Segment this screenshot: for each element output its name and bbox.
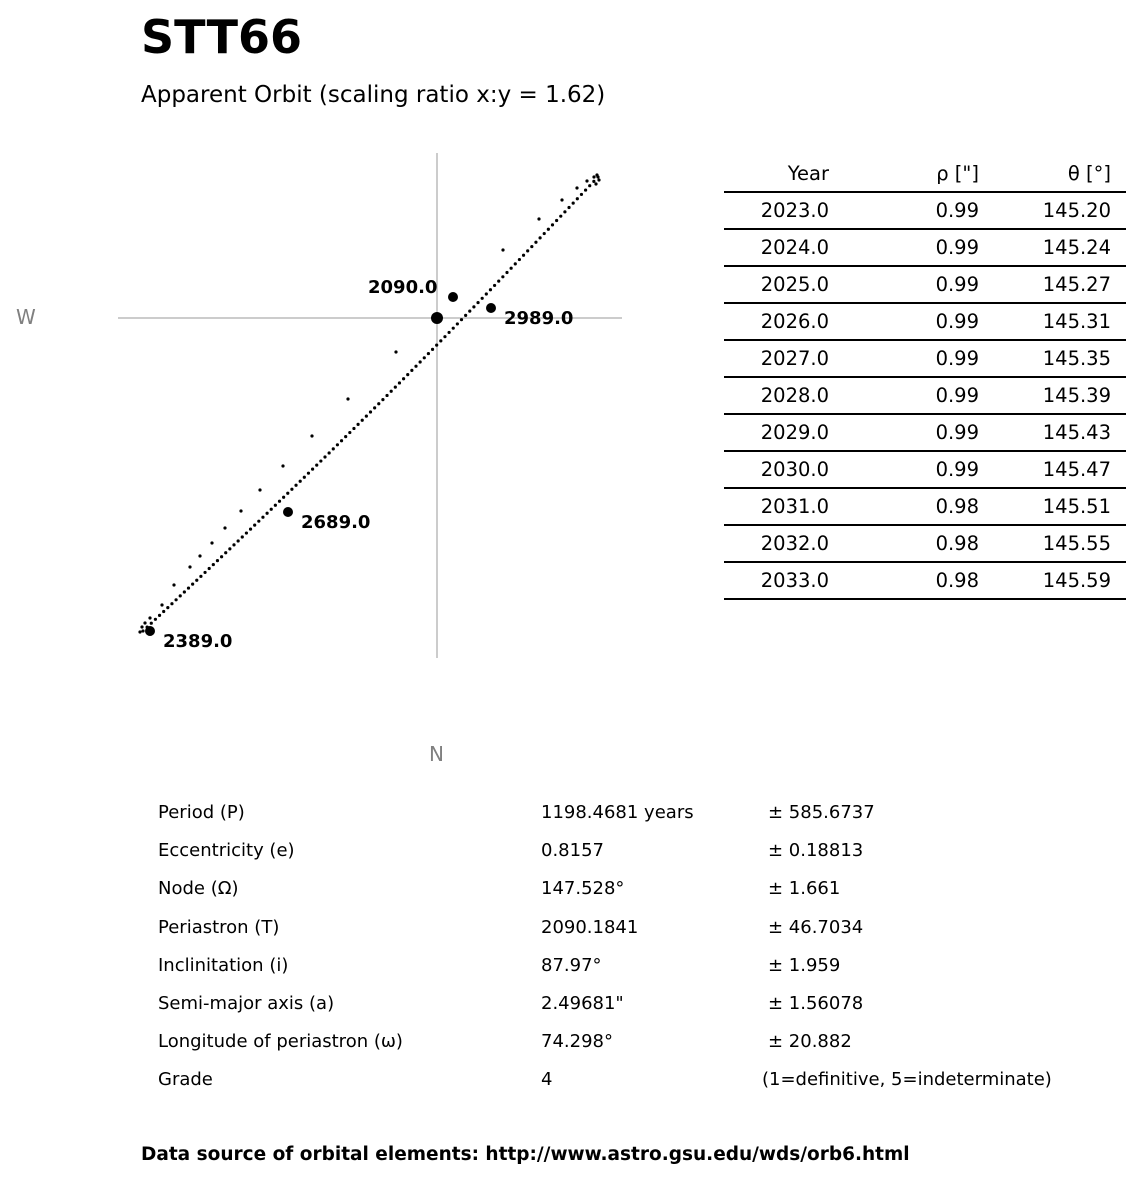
- orbit-point: [381, 398, 384, 401]
- orbit-point: [179, 594, 182, 597]
- orbit-point: [328, 451, 331, 454]
- orbit-point: [307, 472, 310, 475]
- epoch-marker: [145, 626, 155, 636]
- orbit-point: [257, 520, 260, 523]
- theta-cell: 145.31: [994, 303, 1126, 340]
- table-row: [724, 525, 1126, 562]
- orbit-point: [567, 206, 570, 209]
- element-name: Periastron (T): [158, 916, 280, 938]
- orbit-point: [427, 352, 430, 355]
- orbit-point: [510, 267, 513, 270]
- element-value: 74.298°: [541, 1031, 613, 1053]
- orbit-point: [456, 322, 459, 325]
- orbit-point: [332, 447, 335, 450]
- orbit-point: [485, 292, 488, 295]
- orbit-point: [522, 254, 525, 257]
- orbit-point: [505, 271, 508, 274]
- orbit-point: [138, 630, 141, 633]
- orbit-point: [489, 288, 492, 291]
- epoch-marker: [283, 507, 293, 517]
- orbit-point: [303, 476, 306, 479]
- element-name: Node (Ω): [158, 878, 239, 900]
- ephemeris-table: [724, 156, 1126, 600]
- orbit-point: [452, 327, 455, 330]
- orbit-point: [162, 610, 165, 613]
- epoch-marker: [486, 303, 496, 313]
- orbit-point: [576, 197, 579, 200]
- theta-cell: 145.55: [994, 525, 1126, 562]
- annotation-layer: [145, 277, 573, 652]
- table-row: [724, 229, 1126, 266]
- orbit-point: [203, 571, 206, 574]
- rho-cell: 0.99: [844, 192, 994, 229]
- orbit-point: [431, 348, 434, 351]
- theta-cell: 145.27: [994, 266, 1126, 303]
- theta-cell: 145.51: [994, 488, 1126, 525]
- epoch-marker: [448, 292, 458, 302]
- rho-cell: 0.99: [844, 229, 994, 266]
- chart-subtitle: Apparent Orbit (scaling ratio x:y = 1.62): [141, 82, 606, 108]
- axis-label-w: W: [16, 305, 36, 329]
- table-row: [724, 488, 1126, 525]
- rho-cell: 0.99: [844, 451, 994, 488]
- rho-cell: 0.99: [844, 414, 994, 451]
- rho-cell: 0.99: [844, 303, 994, 340]
- theta-cell: 145.43: [994, 414, 1126, 451]
- orbit-point: [597, 178, 600, 181]
- orbit-point: [315, 464, 318, 467]
- orbit-point: [559, 215, 562, 218]
- year-cell: 2032.0: [724, 525, 844, 562]
- orbit-point: [210, 541, 213, 544]
- orbit-point: [212, 563, 215, 566]
- primary-star-marker: [431, 312, 443, 324]
- orbit-dots: [138, 173, 600, 633]
- rho-cell: 0.99: [844, 340, 994, 377]
- orbit-point: [439, 339, 442, 342]
- ephemeris-header-row: [724, 156, 1126, 192]
- orbit-point: [323, 455, 326, 458]
- orbit-point: [245, 531, 248, 534]
- orbit-point: [538, 236, 541, 239]
- element-name: Inclinitation (i): [158, 954, 289, 976]
- orbit-point: [265, 512, 268, 515]
- page-title: STT66: [141, 10, 302, 64]
- year-cell: 2031.0: [724, 488, 844, 525]
- orbit-point: [160, 603, 163, 606]
- theta-cell: 145.59: [994, 562, 1126, 599]
- orbit-point: [170, 602, 173, 605]
- epoch-label: 2989.0: [504, 308, 574, 329]
- element-error: (1=definitive, 5=indeterminate): [762, 1069, 1052, 1091]
- orbit-point: [414, 365, 417, 368]
- element-error: ± 1.56078: [768, 993, 864, 1014]
- orbit-point: [208, 567, 211, 570]
- orbit-point: [191, 583, 194, 586]
- orbit-point: [237, 539, 240, 542]
- orbit-point: [377, 402, 380, 405]
- axis-label-n: N: [429, 742, 444, 766]
- orbit-point: [199, 575, 202, 578]
- orbit-point: [261, 516, 264, 519]
- orbit-point: [369, 410, 372, 413]
- element-value: 2.49681": [541, 993, 624, 1014]
- orbit-point: [158, 614, 161, 617]
- orbit-point: [356, 423, 359, 426]
- orbit-point: [406, 373, 409, 376]
- orbit-point: [563, 210, 566, 213]
- orbit-point: [223, 526, 226, 529]
- year-cell: 2033.0: [724, 562, 844, 599]
- orbit-point: [319, 459, 322, 462]
- orbit-point: [187, 586, 190, 589]
- year-cell: 2023.0: [724, 192, 844, 229]
- orbit-point: [551, 223, 554, 226]
- element-name: Grade: [158, 1069, 213, 1091]
- element-name: Eccentricity (e): [158, 840, 295, 862]
- element-value: 4: [541, 1069, 553, 1091]
- orbit-point: [249, 528, 252, 531]
- orbit-point: [310, 434, 313, 437]
- orbit-point: [195, 579, 198, 582]
- element-name: Semi-major axis (a): [158, 993, 335, 1014]
- element-error: ± 46.7034: [768, 916, 864, 938]
- orbit-point: [537, 217, 540, 220]
- col-header-year: Year: [724, 156, 844, 192]
- orbit-point: [143, 621, 146, 624]
- orbit-point: [560, 198, 563, 201]
- orbit-point: [183, 590, 186, 593]
- orbit-point: [594, 182, 597, 185]
- orbit-point: [220, 555, 223, 558]
- orbit-point: [468, 310, 471, 313]
- orbit-point: [258, 488, 261, 491]
- orbit-point: [526, 249, 529, 252]
- orbit-point: [154, 618, 157, 621]
- year-cell: 2029.0: [724, 414, 844, 451]
- table-row: [724, 562, 1126, 599]
- orbit-point: [141, 629, 144, 632]
- orbit-point: [476, 301, 479, 304]
- element-value: 87.97°: [541, 954, 602, 976]
- element-error: ± 0.18813: [768, 840, 864, 862]
- data-source-footer: Data source of orbital elements: http://www.astro.gsu.edu/wds/orb6.html: [141, 1144, 910, 1165]
- orbit-point: [460, 318, 463, 321]
- orbit-point: [172, 583, 175, 586]
- rho-cell: 0.98: [844, 525, 994, 562]
- orbit-point: [294, 484, 297, 487]
- orbit-point: [464, 314, 467, 317]
- orbit-point: [373, 406, 376, 409]
- orbit-point: [346, 397, 349, 400]
- orbit-point: [198, 554, 201, 557]
- table-row: [724, 377, 1126, 414]
- orbit-point: [216, 559, 219, 562]
- year-cell: 2028.0: [724, 377, 844, 414]
- orbit-point: [282, 496, 285, 499]
- orbit-point: [518, 258, 521, 261]
- rho-cell: 0.99: [844, 377, 994, 414]
- orbit-point: [270, 508, 273, 511]
- orbit-point: [286, 492, 289, 495]
- element-error: ± 1.661: [768, 878, 841, 900]
- element-error: ± 20.882: [768, 1031, 852, 1053]
- orbit-point: [390, 390, 393, 393]
- theta-cell: 145.20: [994, 192, 1126, 229]
- rho-cell: 0.99: [844, 266, 994, 303]
- table-row: [724, 414, 1126, 451]
- epoch-label: 2090.0: [368, 277, 438, 298]
- orbit-point: [188, 565, 191, 568]
- table-row: [724, 451, 1126, 488]
- orbit-point: [575, 186, 578, 189]
- year-cell: 2024.0: [724, 229, 844, 266]
- orbit-point: [166, 606, 169, 609]
- table-row: [724, 266, 1126, 303]
- orbit-point: [585, 179, 588, 182]
- element-value: 147.528°: [541, 878, 625, 900]
- col-header-rho: ρ ["]: [844, 156, 994, 192]
- rho-cell: 0.98: [844, 562, 994, 599]
- orbit-point: [299, 480, 302, 483]
- orbit-point: [530, 245, 533, 248]
- col-header-theta: θ [°]: [994, 156, 1126, 192]
- orbit-point: [435, 344, 438, 347]
- table-row: [724, 192, 1126, 229]
- table-row: [724, 303, 1126, 340]
- orbit-point: [472, 305, 475, 308]
- orbit-point: [348, 431, 351, 434]
- orbit-point: [534, 241, 537, 244]
- orbit-point: [481, 297, 484, 300]
- theta-cell: 145.39: [994, 377, 1126, 414]
- orbit-point: [224, 551, 227, 554]
- orbit-point: [140, 625, 143, 628]
- element-name: Longitude of periastron (ω): [158, 1031, 403, 1053]
- orbit-point: [385, 394, 388, 397]
- year-cell: 2027.0: [724, 340, 844, 377]
- element-value: 2090.1841: [541, 916, 639, 938]
- element-error: ± 1.959: [768, 954, 841, 976]
- epoch-label: 2689.0: [301, 512, 371, 533]
- rho-cell: 0.98: [844, 488, 994, 525]
- orbit-point: [336, 443, 339, 446]
- element-value: 0.8157: [541, 840, 604, 862]
- orbit-point: [547, 228, 550, 231]
- orbit-point: [514, 262, 517, 265]
- orbit-point: [394, 350, 397, 353]
- orbit-point: [239, 509, 242, 512]
- orbit-point: [580, 193, 583, 196]
- orbit-point: [311, 468, 314, 471]
- orbit-point: [592, 175, 595, 178]
- orbit-point: [402, 377, 405, 380]
- element-name: Period (P): [158, 802, 245, 823]
- epoch-label: 2389.0: [163, 631, 233, 652]
- orbit-point: [274, 504, 277, 507]
- theta-cell: 145.47: [994, 451, 1126, 488]
- element-value: 1198.4681 years: [541, 802, 694, 823]
- orbit-point: [410, 369, 413, 372]
- orbit-point: [394, 386, 397, 389]
- table-row: [724, 340, 1126, 377]
- orbit-point: [340, 439, 343, 442]
- orbit-point: [592, 180, 595, 183]
- orbit-point: [419, 360, 422, 363]
- orbit-point: [501, 248, 504, 251]
- orbit-point: [241, 535, 244, 538]
- orbit-point: [555, 219, 558, 222]
- orbit-point: [365, 415, 368, 418]
- orbit-point: [278, 500, 281, 503]
- orbit-point: [447, 331, 450, 334]
- orbit-point: [423, 356, 426, 359]
- orbit-point: [501, 275, 504, 278]
- orbit-point: [588, 184, 591, 187]
- theta-cell: 145.35: [994, 340, 1126, 377]
- orbit-point: [584, 188, 587, 191]
- orbit-point: [150, 622, 153, 625]
- orbit-point: [148, 616, 151, 619]
- orbit-point: [543, 232, 546, 235]
- orbit-point: [174, 598, 177, 601]
- orbit-point: [497, 280, 500, 283]
- year-cell: 2026.0: [724, 303, 844, 340]
- orbit-point: [290, 488, 293, 491]
- orbit-point: [398, 381, 401, 384]
- orbit-point: [344, 435, 347, 438]
- orbit-point: [595, 173, 598, 176]
- orbit-point: [361, 419, 364, 422]
- orbit-plot: [0, 140, 700, 780]
- orbit-point: [493, 284, 496, 287]
- orbit-point: [443, 335, 446, 338]
- orbit-point: [232, 543, 235, 546]
- year-cell: 2030.0: [724, 451, 844, 488]
- orbit-point: [572, 202, 575, 205]
- year-cell: 2025.0: [724, 266, 844, 303]
- theta-cell: 145.24: [994, 229, 1126, 266]
- orbit-point: [253, 524, 256, 527]
- orbit-point: [281, 464, 284, 467]
- orbit-point: [352, 427, 355, 430]
- orbit-point: [228, 547, 231, 550]
- element-error: ± 585.6737: [768, 802, 875, 823]
